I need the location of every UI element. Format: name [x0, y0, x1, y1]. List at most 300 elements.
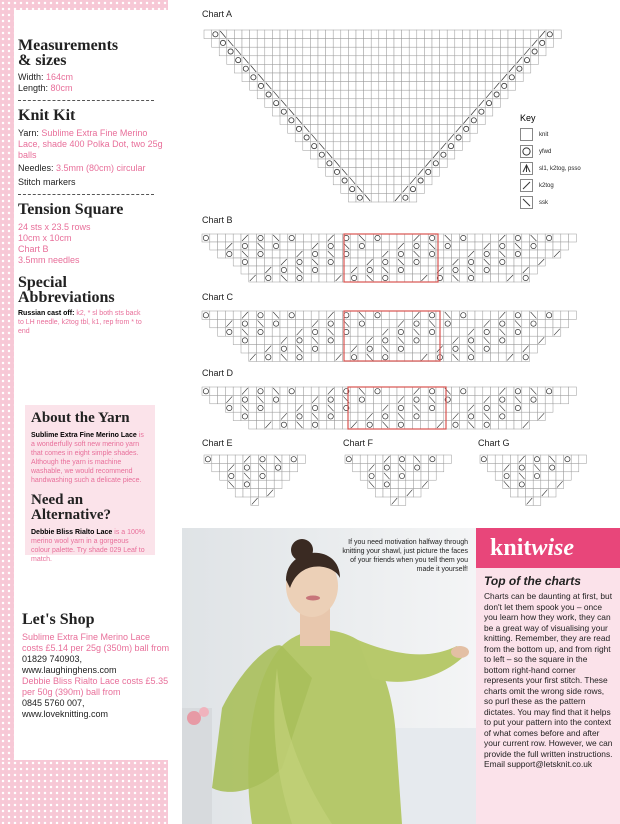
- grid-cell: [386, 30, 394, 39]
- grid-cell: [545, 404, 553, 412]
- grid-cell: [397, 311, 405, 319]
- grid-cell: [409, 193, 417, 202]
- grid-cell: [233, 319, 241, 327]
- grid-cell: [374, 412, 382, 420]
- grid-cell: [310, 90, 318, 99]
- grid-cell: [264, 387, 272, 395]
- grid-cell: [485, 56, 493, 65]
- grid-cell: [386, 39, 394, 48]
- grid-cell: [235, 489, 243, 497]
- grid-cell: [303, 258, 311, 266]
- grid-cell: [467, 311, 475, 319]
- grid-cell: [242, 47, 250, 56]
- grid-cell: [579, 455, 587, 463]
- grid-cell: [335, 258, 343, 266]
- grid-cell: [335, 336, 343, 344]
- grid-cell: [545, 328, 553, 336]
- grid-cell: [417, 64, 425, 73]
- grid-cell: [459, 319, 467, 327]
- grid-cell: [444, 328, 452, 336]
- grid-cell: [405, 353, 413, 361]
- grid-cell: [379, 125, 387, 134]
- grid-cell: [288, 353, 296, 361]
- grid-cell: [220, 472, 228, 480]
- grid-cell: [341, 185, 349, 194]
- grid-cell: [234, 30, 242, 39]
- grid-cell: [272, 266, 280, 274]
- shop-web-2[interactable]: www.loveknitting.com: [22, 709, 109, 719]
- grid-cell: [514, 336, 522, 344]
- grid-cell: [409, 133, 417, 142]
- sidebar: [18, 12, 170, 336]
- grid-cell: [379, 193, 387, 202]
- grid-cell: [264, 250, 272, 258]
- grid-cell: [506, 336, 514, 344]
- grid-cell: [371, 99, 379, 108]
- grid-cell: [319, 421, 327, 429]
- grid-cell: [452, 319, 460, 327]
- grid-cell: [462, 82, 470, 91]
- knitwise-box: [476, 528, 620, 824]
- grid-cell: [318, 64, 326, 73]
- grid-cell: [310, 150, 318, 159]
- key-item-knit: [520, 126, 590, 143]
- grid-cell: [436, 412, 444, 420]
- grid-cell: [417, 159, 425, 168]
- grid-cell: [397, 353, 405, 361]
- grid-cell: [409, 64, 417, 73]
- grid-cell: [371, 56, 379, 65]
- grid-cell: [478, 64, 486, 73]
- grid-cell: [510, 455, 518, 463]
- grid-cell: [391, 480, 399, 488]
- grid-cell: [348, 99, 356, 108]
- grid-cell: [455, 73, 463, 82]
- grid-cell: [225, 387, 233, 395]
- grid-cell: [379, 82, 387, 91]
- grid-cell: [447, 90, 455, 99]
- grid-cell: [280, 73, 288, 82]
- grid-cell: [389, 274, 397, 282]
- grid-cell: [455, 142, 463, 151]
- length-value: 80cm: [50, 83, 73, 93]
- grid-cell: [475, 311, 483, 319]
- grid-cell: [424, 73, 432, 82]
- grid-cell: [394, 125, 402, 134]
- grid-cell: [553, 234, 561, 242]
- grid-cell: [402, 99, 410, 108]
- grid-cell: [358, 274, 366, 282]
- grid-cell: [319, 387, 327, 395]
- yarn-desc: is a wonderfully soft new merino yarn that comes in eight simple shades. Although the yarn is machine washable, we would recommend handwashing such a delicate piece.: [31, 432, 144, 484]
- grid-cell: [537, 404, 545, 412]
- grid-cell: [440, 107, 448, 116]
- grid-cell: [402, 159, 410, 168]
- grid-cell: [389, 387, 397, 395]
- grid-cell: [296, 387, 304, 395]
- grid-cell: [353, 463, 361, 471]
- grid-cell: [389, 336, 397, 344]
- grid-cell: [360, 455, 368, 463]
- grid-cell: [257, 336, 265, 344]
- grid-cell: [358, 421, 366, 429]
- grid-cell: [272, 30, 280, 39]
- grid-cell: [381, 242, 389, 250]
- grid-cell: [326, 133, 334, 142]
- grid-cell: [296, 242, 304, 250]
- lets-shop: [22, 612, 172, 720]
- grid-cell: [533, 489, 541, 497]
- shop-web-1[interactable]: www.laughinghens.com: [22, 665, 117, 675]
- grid-cell: [288, 125, 296, 134]
- grid-cell: [475, 395, 483, 403]
- grid-cell: [379, 99, 387, 108]
- grid-cell: [265, 64, 273, 73]
- grid-cell: [389, 250, 397, 258]
- grid-cell: [526, 489, 534, 497]
- grid-cell: [491, 258, 499, 266]
- grid-cell: [374, 353, 382, 361]
- grid-cell: [257, 30, 265, 39]
- grid-cell: [264, 258, 272, 266]
- grid-cell: [290, 463, 298, 471]
- grid-cell: [541, 455, 549, 463]
- grid-cell: [375, 480, 383, 488]
- grid-cell: [389, 319, 397, 327]
- grid-cell: [470, 56, 478, 65]
- grid-cell: [249, 258, 257, 266]
- grid-cell: [333, 64, 341, 73]
- grid-cell: [288, 345, 296, 353]
- grid-cell: [452, 328, 460, 336]
- grid-cell: [462, 90, 470, 99]
- grid-cell: [310, 125, 318, 134]
- grid-cell: [233, 395, 241, 403]
- grid-cell: [257, 412, 265, 420]
- grid-cell: [467, 234, 475, 242]
- grid-cell: [510, 480, 518, 488]
- grid-cell: [272, 56, 280, 65]
- grid-cell: [420, 319, 428, 327]
- grid-cell: [235, 480, 243, 488]
- grid-cell: [541, 472, 549, 480]
- grid-cell: [571, 463, 579, 471]
- grid-cell: [478, 30, 486, 39]
- grid-cell: [526, 480, 534, 488]
- grid-cell: [241, 345, 249, 353]
- grid-cell: [447, 150, 455, 159]
- shop-phone-2: 0845 5760 007,: [22, 698, 85, 708]
- grid-cell: [341, 99, 349, 108]
- grid-cell: [440, 82, 448, 91]
- key-item-yfwd: [520, 143, 590, 160]
- chart-f-label: Chart F: [343, 438, 374, 448]
- grid-cell: [470, 64, 478, 73]
- grid-cell: [218, 311, 226, 319]
- grid-cell: [218, 387, 226, 395]
- grid-cell: [303, 99, 311, 108]
- key-item-ssk: [520, 194, 590, 211]
- grid-cell: [447, 107, 455, 116]
- grid-cell: [424, 47, 432, 56]
- grid-cell: [364, 82, 372, 91]
- key-item-label: yfwd: [539, 148, 552, 155]
- grid-cell: [444, 258, 452, 266]
- grid-cell: [475, 345, 483, 353]
- grid-cell: [348, 133, 356, 142]
- grid-cell: [272, 404, 280, 412]
- grid-cell: [553, 242, 561, 250]
- grid-cell: [303, 404, 311, 412]
- grid-cell: [257, 421, 265, 429]
- grid-cell: [470, 39, 478, 48]
- grid-cell: [371, 39, 379, 48]
- grid-cell: [210, 395, 218, 403]
- grid-cell: [420, 311, 428, 319]
- grid-cell: [455, 64, 463, 73]
- grid-cell: [436, 242, 444, 250]
- grid-cell: [537, 311, 545, 319]
- grid-cell: [389, 404, 397, 412]
- grid-cell: [386, 133, 394, 142]
- width-label: Width:: [18, 72, 44, 82]
- grid-cell: [514, 274, 522, 282]
- grid-cell: [429, 463, 437, 471]
- grid-cell: [440, 116, 448, 125]
- grid-cell: [518, 489, 526, 497]
- grid-cell: [348, 73, 356, 82]
- k2tog-symbol-icon: [520, 179, 533, 192]
- grid-cell: [227, 30, 235, 39]
- grid-cell: [386, 47, 394, 56]
- grid-cell: [429, 472, 437, 480]
- grid-cell: [371, 47, 379, 56]
- grid-cell: [280, 250, 288, 258]
- grid-cell: [561, 319, 569, 327]
- grid-cell: [251, 480, 259, 488]
- grid-cell: [218, 250, 226, 258]
- grid-cell: [514, 258, 522, 266]
- grid-cell: [432, 64, 440, 73]
- grid-cell: [409, 107, 417, 116]
- dotted-border-top: [0, 0, 168, 10]
- grid-cell: [459, 274, 467, 282]
- grid-cell: [420, 266, 428, 274]
- grid-cell: [303, 47, 311, 56]
- grid-cell: [561, 395, 569, 403]
- grid-cell: [371, 168, 379, 177]
- grid-cell: [210, 242, 218, 250]
- grid-cell: [358, 328, 366, 336]
- grid-cell: [440, 73, 448, 82]
- tension-line-1: 24 sts x 23.5 rows: [18, 222, 91, 232]
- grid-cell: [358, 404, 366, 412]
- grid-cell: [257, 274, 265, 282]
- grid-cell: [341, 30, 349, 39]
- grid-cell: [280, 39, 288, 48]
- grid-cell: [556, 455, 564, 463]
- needles-line: [18, 163, 170, 174]
- grid-cell: [374, 319, 382, 327]
- grid-cell: [303, 39, 311, 48]
- grid-cell: [406, 455, 414, 463]
- knit-symbol-icon: [520, 128, 533, 141]
- grid-cell: [335, 412, 343, 420]
- grid-cell: [366, 319, 374, 327]
- grid-cell: [526, 463, 534, 471]
- grid-cell: [333, 56, 341, 65]
- grid-cell: [409, 90, 417, 99]
- grid-cell: [333, 30, 341, 39]
- grid-cell: [280, 56, 288, 65]
- grid-cell: [272, 353, 280, 361]
- grid-cell: [280, 47, 288, 56]
- grid-cell: [371, 116, 379, 125]
- grid-cell: [265, 56, 273, 65]
- grid-cell: [257, 90, 265, 99]
- grid-cell: [341, 116, 349, 125]
- grid-cell: [523, 39, 531, 48]
- grid-cell: [364, 168, 372, 177]
- grid-cell: [374, 421, 382, 429]
- grid-cell: [406, 472, 414, 480]
- grid-cell: [475, 242, 483, 250]
- grid-cell: [436, 234, 444, 242]
- grid-cell: [488, 455, 496, 463]
- grid-cell: [420, 258, 428, 266]
- grid-cell: [364, 64, 372, 73]
- grid-cell: [274, 480, 282, 488]
- grid-cell: [545, 242, 553, 250]
- grid-cell: [379, 159, 387, 168]
- grid-cell: [413, 421, 421, 429]
- grid-cell: [526, 472, 534, 480]
- shop-item-1: Sublime Extra Fine Merino Lace costs £5.14 per 25g (350m) ball from: [22, 632, 170, 653]
- grid-cell: [409, 56, 417, 65]
- grid-cell: [436, 404, 444, 412]
- grid-cell: [311, 311, 319, 319]
- grid-cell: [506, 328, 514, 336]
- grid-cell: [475, 421, 483, 429]
- grid-cell: [452, 250, 460, 258]
- grid-cell: [506, 242, 514, 250]
- grid-cell: [335, 395, 343, 403]
- grid-cell: [452, 311, 460, 319]
- grid-cell: [455, 47, 463, 56]
- grid-cell: [538, 47, 546, 56]
- grid-cell: [478, 47, 486, 56]
- grid-cell: [394, 107, 402, 116]
- grid-cell: [541, 480, 549, 488]
- grid-cell: [386, 73, 394, 82]
- grid-cell: [475, 250, 483, 258]
- grid-cell: [432, 116, 440, 125]
- grid-cell: [447, 99, 455, 108]
- grid-cell: [311, 274, 319, 282]
- grid-cell: [341, 125, 349, 134]
- grid-cell: [251, 463, 259, 471]
- grid-cell: [561, 234, 569, 242]
- grid-cell: [564, 463, 572, 471]
- grid-cell: [272, 107, 280, 116]
- grid-cell: [303, 90, 311, 99]
- grid-cell: [417, 73, 425, 82]
- grid-cell: [371, 133, 379, 142]
- grid-cell: [356, 125, 364, 134]
- grid-cell: [444, 266, 452, 274]
- grid-cell: [508, 82, 516, 91]
- grid-cell: [530, 404, 538, 412]
- grid-cell: [516, 30, 524, 39]
- grid-cell: [510, 489, 518, 497]
- grid-cell: [366, 328, 374, 336]
- grid-cell: [233, 258, 241, 266]
- grid-cell: [348, 56, 356, 65]
- grid-cell: [491, 328, 499, 336]
- grid-cell: [459, 328, 467, 336]
- grid-cell: [391, 463, 399, 471]
- grid-cell: [440, 30, 448, 39]
- grid-cell: [233, 412, 241, 420]
- grid-cell: [493, 30, 501, 39]
- grid-cell: [420, 387, 428, 395]
- grid-cell: [386, 125, 394, 134]
- grid-cell: [272, 328, 280, 336]
- grid-cell: [405, 404, 413, 412]
- grid-cell: [436, 387, 444, 395]
- grid-cell: [506, 311, 514, 319]
- grid-cell: [319, 274, 327, 282]
- grid-cell: [318, 90, 326, 99]
- grid-cell: [348, 116, 356, 125]
- knitwise-body: Charts can be daunting at first, but don't let them spook you – once you learn how they work, they can be a great way of visualising your knitting. Remember, they are read from the bottom up, and from right to left – so the square in the bottom right-hand corner represents your first stitch. These charts omit the wrong side rows, so purl these as the pattern dictates. You may find that it helps to put your pattern into the context of what comes before and after your current row. However, we can provide the full written instructions. Email support@letsknit.co.uk: [484, 591, 613, 769]
- grid-cell: [374, 404, 382, 412]
- grid-cell: [348, 82, 356, 91]
- grid-cell: [467, 395, 475, 403]
- grid-cell: [478, 56, 486, 65]
- grid-cell: [381, 311, 389, 319]
- grid-cell: [389, 395, 397, 403]
- grid-cell: [375, 472, 383, 480]
- grid-cell: [531, 30, 539, 39]
- grid-cell: [428, 412, 436, 420]
- grid-cell: [333, 133, 341, 142]
- grid-cell: [264, 328, 272, 336]
- alternative-description: [31, 528, 149, 564]
- grid-cell: [402, 39, 410, 48]
- grid-cell: [432, 107, 440, 116]
- grid-cell: [444, 455, 452, 463]
- grid-cell: [459, 353, 467, 361]
- grid-cell: [424, 30, 432, 39]
- grid-cell: [455, 39, 463, 48]
- grid-cell: [394, 39, 402, 48]
- grid-cell: [371, 82, 379, 91]
- grid-cell: [409, 159, 417, 168]
- grid-cell: [257, 345, 265, 353]
- grid-cell: [272, 421, 280, 429]
- yarn-line: [18, 128, 170, 161]
- grid-cell: [510, 472, 518, 480]
- grid-cell: [280, 395, 288, 403]
- grid-cell: [379, 56, 387, 65]
- grid-cell: [280, 242, 288, 250]
- grid-cell: [303, 116, 311, 125]
- grid-cell: [402, 125, 410, 134]
- grid-cell: [257, 266, 265, 274]
- grid-cell: [318, 39, 326, 48]
- grid-cell: [432, 56, 440, 65]
